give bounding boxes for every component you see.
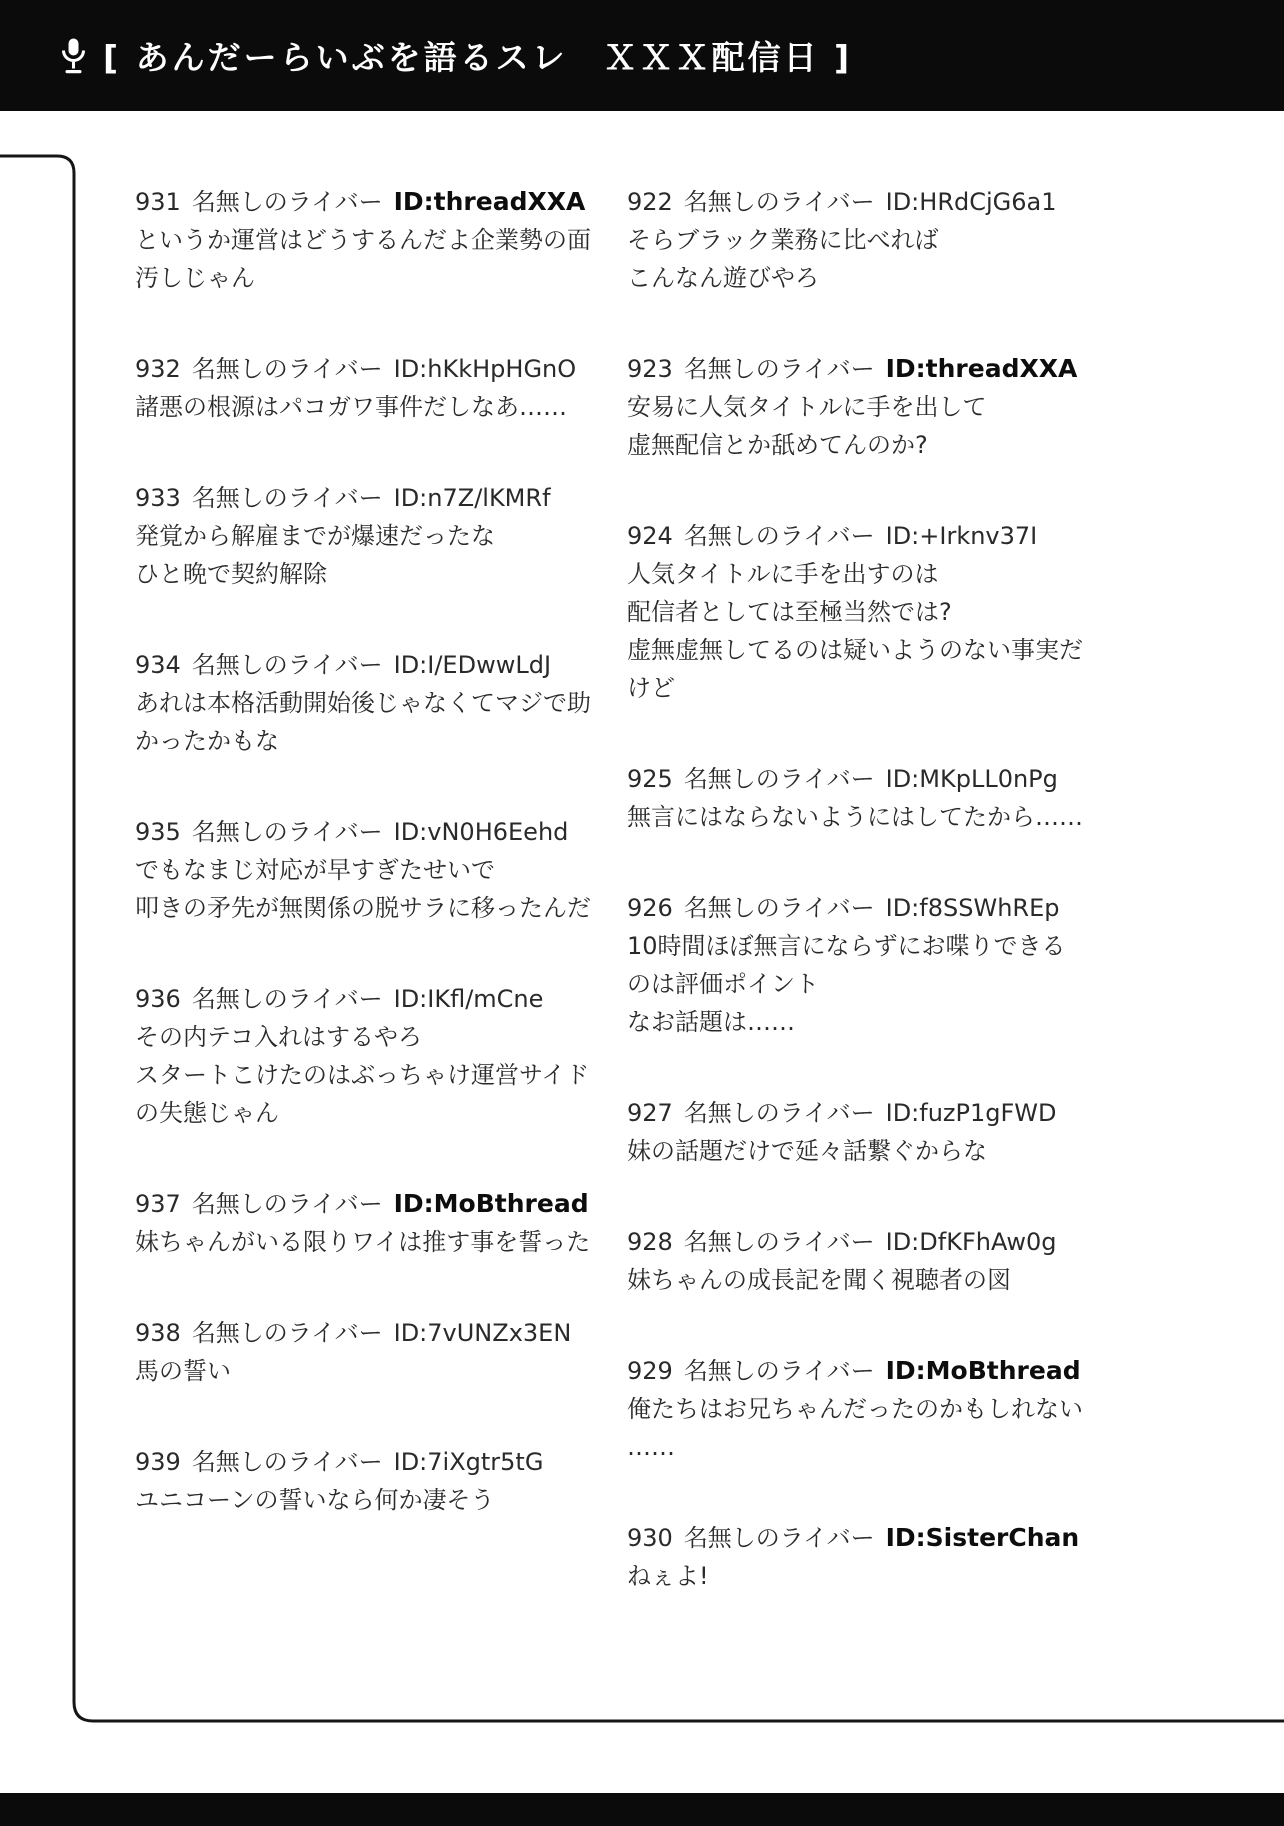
poster-name: 名無しのライバー <box>191 188 383 216</box>
post-body-line: というか運営はどうするんだよ企業勢の面 <box>135 226 591 254</box>
thread-post-931 <box>135 183 613 297</box>
post-number: 928 <box>627 1228 673 1256</box>
post-header <box>627 350 1127 388</box>
thread-post-925 <box>627 760 1127 836</box>
poster-name: 名無しのライバー <box>191 1319 383 1347</box>
post-body <box>135 1018 613 1132</box>
post-header <box>627 183 1127 221</box>
thread-post-937 <box>135 1185 613 1261</box>
post-body-line: 虚無虚無してるのは疑いようのない事実だ <box>627 636 1083 664</box>
post-id: ID:hKkHpHGnO <box>393 355 577 383</box>
post-body <box>135 684 613 760</box>
thread-post-938 <box>135 1314 613 1390</box>
post-number: 927 <box>627 1099 673 1127</box>
poster-name: 名無しのライバー <box>683 1099 875 1127</box>
microphone-icon <box>60 37 87 77</box>
post-id: ID:7iXgtr5tG <box>393 1448 544 1476</box>
post-body-line: のは評価ポイント <box>627 970 819 998</box>
post-number: 931 <box>135 188 181 216</box>
post-body-line: 10時間ほぼ無言にならずにお喋りできる <box>627 932 1066 960</box>
post-body-line: ひと晩で契約解除 <box>135 560 327 588</box>
post-body-line: 安易に人気タイトルに手を出して <box>627 393 987 421</box>
post-header <box>135 183 613 221</box>
post-body <box>135 388 613 426</box>
post-id: ID:MoBthread <box>885 1356 1081 1385</box>
post-number: 938 <box>135 1319 181 1347</box>
thread-title: [ あんだーらいぶを語るスレ ＸＸＸ配信日 ] <box>103 38 853 77</box>
post-body-line: そらブラック業務に比べれば <box>627 226 939 254</box>
post-id: ID:DfKFhAw0g <box>885 1228 1057 1256</box>
post-body <box>135 517 613 593</box>
poster-name: 名無しのライバー <box>191 484 383 512</box>
poster-name: 名無しのライバー <box>683 894 875 922</box>
post-body-line: 人気タイトルに手を出すのは <box>627 560 939 588</box>
post-header <box>135 1185 613 1223</box>
post-header <box>135 1443 613 1481</box>
bottom-page-bar <box>0 1793 1284 1826</box>
thread-post-922 <box>627 183 1127 297</box>
post-id: ID:SisterChan <box>885 1523 1080 1552</box>
poster-name: 名無しのライバー <box>191 818 383 846</box>
post-body-line: こんなん遊びやろ <box>627 264 819 292</box>
post-id: ID:fuzP1gFWD <box>885 1099 1057 1127</box>
post-number: 924 <box>627 522 673 550</box>
post-body-line: 俺たちはお兄ちゃんだったのかもしれない <box>627 1395 1083 1423</box>
post-header <box>135 1314 613 1352</box>
poster-name: 名無しのライバー <box>191 355 383 383</box>
thread-post-935 <box>135 813 613 927</box>
post-body-line: ユニコーンの誓いなら何か凄そう <box>135 1486 495 1514</box>
post-header <box>627 1519 1127 1557</box>
post-number: 930 <box>627 1524 673 1552</box>
post-body <box>627 1132 1127 1170</box>
post-id: ID:I/EDwwLdJ <box>393 651 552 679</box>
post-number: 922 <box>627 188 673 216</box>
thread-post-927 <box>627 1094 1127 1170</box>
poster-name: 名無しのライバー <box>191 985 383 1013</box>
post-header <box>135 813 613 851</box>
post-header <box>627 1352 1127 1390</box>
post-body-line: なお話題は…… <box>627 1008 795 1036</box>
post-body-line: 妹の話題だけで延々話繋ぐからな <box>627 1137 987 1165</box>
post-body-line: スタートこけたのはぶっちゃけ運営サイド <box>135 1061 590 1089</box>
post-header <box>627 760 1127 798</box>
thread-post-932 <box>135 350 613 426</box>
post-id: ID:threadXXA <box>885 354 1078 383</box>
post-header <box>135 350 613 388</box>
post-number: 929 <box>627 1357 673 1385</box>
post-body-line: 汚しじゃん <box>135 264 255 292</box>
post-number: 935 <box>135 818 181 846</box>
post-body <box>135 851 613 927</box>
post-body-line: 妹ちゃんの成長記を聞く視聴者の図 <box>627 1266 1011 1294</box>
post-header <box>135 980 613 1018</box>
post-body-line: 叩きの矛先が無関係の脱サラに移ったんだ <box>135 894 591 922</box>
post-body-line: …… <box>627 1433 675 1461</box>
thread-post-923 <box>627 350 1127 464</box>
thread-post-930 <box>627 1519 1127 1595</box>
post-body <box>135 221 613 297</box>
post-number: 932 <box>135 355 181 383</box>
post-id: ID:n7Z/lKMRf <box>393 484 551 512</box>
post-body-line: の失態じゃん <box>135 1099 279 1127</box>
post-id: ID:7vUNZx3EN <box>393 1319 572 1347</box>
thread-post-939 <box>135 1443 613 1519</box>
post-body-line: かったかもな <box>135 727 279 755</box>
post-body <box>627 798 1127 836</box>
post-header <box>627 517 1127 555</box>
thread-column-left <box>135 183 613 1572</box>
poster-name: 名無しのライバー <box>683 355 875 383</box>
post-body <box>627 1557 1127 1595</box>
post-body <box>135 1352 613 1390</box>
post-number: 933 <box>135 484 181 512</box>
poster-name: 名無しのライバー <box>683 1228 875 1256</box>
post-header <box>627 1223 1127 1261</box>
thread-post-936 <box>135 980 613 1132</box>
poster-name: 名無しのライバー <box>683 765 875 793</box>
post-header <box>627 889 1127 927</box>
thread-column-right <box>627 183 1127 1648</box>
post-body-line: 妹ちゃんがいる限りワイは推す事を誓った <box>135 1228 591 1256</box>
post-body <box>627 221 1127 297</box>
post-id: ID:threadXXA <box>393 187 586 216</box>
post-body-line: 発覚から解雇までが爆速だったな <box>135 522 495 550</box>
post-body <box>135 1223 613 1261</box>
post-body-line: その内テコ入れはするやろ <box>135 1023 423 1051</box>
poster-name: 名無しのライバー <box>191 651 383 679</box>
post-body <box>627 555 1127 707</box>
post-number: 934 <box>135 651 181 679</box>
post-body <box>627 1390 1127 1466</box>
thread-post-924 <box>627 517 1127 707</box>
thread-post-929 <box>627 1352 1127 1466</box>
post-body-line: でもなまじ対応が早すぎたせいで <box>135 856 495 884</box>
poster-name: 名無しのライバー <box>191 1448 383 1476</box>
post-number: 939 <box>135 1448 181 1476</box>
post-body-line: 配信者としては至極当然では? <box>627 598 952 626</box>
post-number: 937 <box>135 1190 181 1218</box>
post-body-line: けど <box>627 674 675 702</box>
poster-name: 名無しのライバー <box>683 522 875 550</box>
poster-name: 名無しのライバー <box>683 188 875 216</box>
thread-post-933 <box>135 479 613 593</box>
post-id: ID:vN0H6Eehd <box>393 818 569 846</box>
post-body-line: 諸悪の根源はパコガワ事件だしなあ…… <box>135 393 567 421</box>
post-body <box>627 1261 1127 1299</box>
post-number: 923 <box>627 355 673 383</box>
post-number: 926 <box>627 894 673 922</box>
thread-post-926 <box>627 889 1127 1041</box>
poster-name: 名無しのライバー <box>683 1357 875 1385</box>
post-body-line: 馬の誓い <box>135 1357 231 1385</box>
post-number: 936 <box>135 985 181 1013</box>
post-id: ID:IKfl/mCne <box>393 985 544 1013</box>
post-body <box>627 927 1127 1041</box>
post-id: ID:f8SSWhREp <box>885 894 1060 922</box>
post-body-line: 無言にはならないようにはしてたから…… <box>627 803 1083 831</box>
thread-post-934 <box>135 646 613 760</box>
poster-name: 名無しのライバー <box>191 1190 383 1218</box>
post-body-line: 虚無配信とか舐めてんのか? <box>627 431 928 459</box>
poster-name: 名無しのライバー <box>683 1524 875 1552</box>
post-body <box>627 388 1127 464</box>
post-header <box>627 1094 1127 1132</box>
post-id: ID:+Irknv37I <box>885 522 1038 550</box>
thread-title-bar <box>0 0 1284 111</box>
post-id: ID:MoBthread <box>393 1189 589 1218</box>
post-body-line: ねぇよ! <box>627 1562 709 1590</box>
post-number: 925 <box>627 765 673 793</box>
post-header <box>135 479 613 517</box>
thread-post-928 <box>627 1223 1127 1299</box>
post-body-line: あれは本格活動開始後じゃなくてマジで助 <box>135 689 591 717</box>
post-header <box>135 646 613 684</box>
post-id: ID:HRdCjG6a1 <box>885 188 1057 216</box>
post-body <box>135 1481 613 1519</box>
post-id: ID:MKpLL0nPg <box>885 765 1058 793</box>
